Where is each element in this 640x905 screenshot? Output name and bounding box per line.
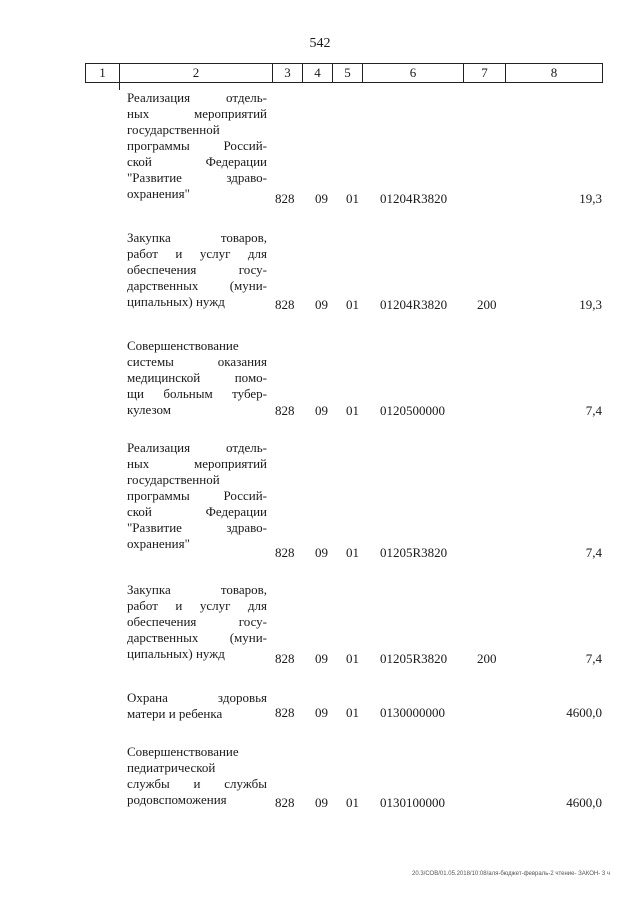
description-line: Совершенствование	[127, 338, 239, 353]
column-header-5: 5	[333, 64, 363, 82]
description-line: охранения"	[127, 536, 190, 551]
cell-c5: 01	[346, 651, 359, 666]
cell-c5: 01	[346, 403, 359, 418]
cell-c7: 200	[477, 297, 497, 312]
description-line: щи больным тубер-	[127, 386, 267, 401]
cell-c8: 19,3	[579, 297, 602, 312]
cell-c3: 828	[275, 403, 295, 418]
cell-c5: 01	[346, 297, 359, 312]
cell-c4: 09	[315, 545, 328, 560]
description-line: государственной	[127, 122, 220, 137]
description-line: системы оказания	[127, 354, 267, 369]
description-line: родовспоможения	[127, 792, 227, 807]
description-line: работ и услуг для	[127, 246, 267, 261]
cell-c5: 01	[346, 545, 359, 560]
row-description	[127, 582, 267, 662]
cell-c5: 01	[346, 705, 359, 720]
cell-c3: 828	[275, 705, 295, 720]
column-divider	[119, 83, 120, 90]
column-header-8: 8	[550, 65, 558, 80]
cell-c4: 09	[315, 403, 328, 418]
footer-stamp: 20.3/СОВ/01.05.2018/10:08/аля-бюджет-февраль-2 чтение- ЗАКОН- 3 ч	[412, 871, 610, 877]
description-line: работ и услуг для	[127, 598, 267, 613]
cell-c4: 09	[315, 297, 328, 312]
cell-c8: 7,4	[585, 545, 602, 560]
description-line: государственной	[127, 472, 220, 487]
description-line: педиатрической	[127, 760, 216, 775]
cell-c3: 828	[275, 795, 295, 810]
description-line: Закупка товаров,	[127, 582, 267, 597]
description-line: кулезом	[127, 402, 172, 417]
description-line: ской Федерации	[127, 154, 267, 169]
cell-c8: 7,4	[585, 651, 602, 666]
row-description	[127, 338, 267, 418]
description-line: программы Россий-	[127, 138, 267, 153]
description-line: ципальных) нужд	[127, 646, 225, 661]
description-line: охранения"	[127, 186, 190, 201]
column-header-2: 2	[120, 64, 273, 82]
description-line: "Развитие здраво-	[127, 170, 267, 185]
row-description	[127, 440, 267, 552]
cell-c4: 09	[315, 705, 328, 720]
cell-c6: 01205R3820	[380, 545, 448, 560]
table-header-row	[85, 63, 603, 83]
row-description	[127, 690, 267, 722]
row-description	[127, 744, 267, 808]
description-line: службы и службы	[127, 776, 267, 791]
cell-c8: 4600,0	[566, 705, 602, 720]
description-line: ных мероприятий	[127, 106, 267, 121]
cell-c6: 0130000000	[380, 705, 445, 720]
description-line: обеспечения госу-	[127, 614, 267, 629]
cell-c4: 09	[315, 191, 328, 206]
cell-c6: 01204R3820	[380, 297, 448, 312]
cell-c5: 01	[346, 795, 359, 810]
description-line: "Развитие здраво-	[127, 520, 267, 535]
description-line: Реализация отдель-	[127, 440, 267, 455]
description-line: медицинской помо-	[127, 370, 267, 385]
cell-c6: 0130100000	[380, 795, 445, 810]
description-line: матери и ребенка	[127, 706, 223, 721]
cell-c6: 01204R3820	[380, 191, 448, 206]
description-line: Охрана здоровья	[127, 690, 267, 705]
cell-c4: 09	[315, 795, 328, 810]
column-header-7: 7	[464, 64, 506, 82]
cell-c3: 828	[275, 297, 295, 312]
row-description	[127, 230, 267, 310]
cell-c7: 200	[477, 651, 497, 666]
cell-c3: 828	[275, 191, 295, 206]
description-line: Закупка товаров,	[127, 230, 267, 245]
description-line: Совершенствование	[127, 744, 239, 759]
column-header-3: 3	[273, 64, 303, 82]
cell-c5: 01	[346, 191, 359, 206]
cell-c6: 0120500000	[380, 403, 445, 418]
cell-c6: 01205R3820	[380, 651, 448, 666]
description-line: дарственных (муни-	[127, 630, 267, 645]
page-number: 542	[309, 36, 331, 51]
row-description	[127, 90, 267, 202]
description-line: ской Федерации	[127, 504, 267, 519]
description-line: ципальных) нужд	[127, 294, 225, 309]
description-line: Реализация отдель-	[127, 90, 267, 105]
cell-c8: 19,3	[579, 191, 602, 206]
column-header-6: 6	[363, 64, 464, 82]
column-header-1: 1	[86, 64, 120, 82]
cell-c8: 7,4	[585, 403, 602, 418]
cell-c4: 09	[315, 651, 328, 666]
description-line: дарственных (муни-	[127, 278, 267, 293]
description-line: ных мероприятий	[127, 456, 267, 471]
column-header-4: 4	[303, 64, 333, 82]
cell-c3: 828	[275, 651, 295, 666]
description-line: обеспечения госу-	[127, 262, 267, 277]
cell-c8: 4600,0	[566, 795, 602, 810]
description-line: программы Россий-	[127, 488, 267, 503]
cell-c3: 828	[275, 545, 295, 560]
